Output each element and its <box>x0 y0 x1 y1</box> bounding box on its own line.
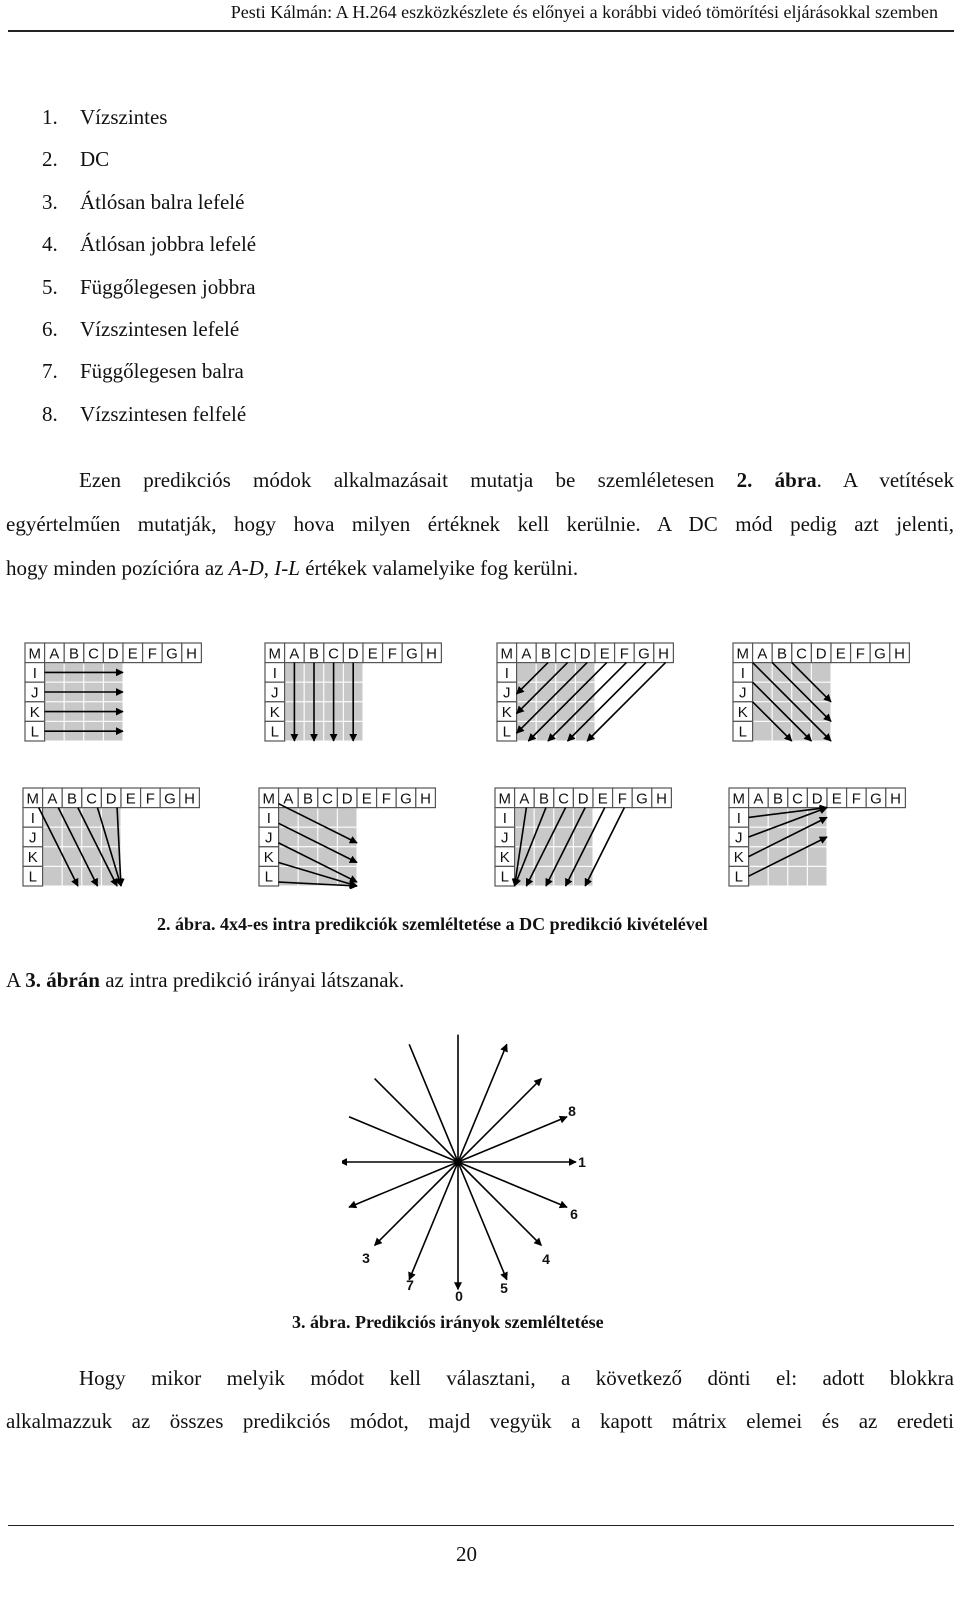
top-label-text: C <box>322 790 334 808</box>
top-label-text: C <box>86 790 98 808</box>
top-label-text: C <box>328 645 340 663</box>
direction-star-svg <box>342 1034 594 1306</box>
side-label-text: I <box>32 664 37 682</box>
list-item: 6. Vízszintesen lefelé <box>42 316 240 341</box>
top-label-text: M <box>498 790 512 808</box>
top-label-text: D <box>577 790 589 808</box>
top-label-text: B <box>776 645 787 663</box>
direction-ray <box>375 1079 458 1162</box>
top-label-text: D <box>105 790 117 808</box>
direction-label: 1 <box>578 1154 586 1170</box>
side-label-text: I <box>272 664 277 682</box>
top-label-text: F <box>855 645 865 663</box>
top-label-text: B <box>66 790 77 808</box>
block-cell <box>749 847 769 867</box>
top-label-text: D <box>815 645 827 663</box>
top-label-text: H <box>658 645 670 663</box>
top-label-text: B <box>68 645 79 663</box>
top-label-text: G <box>874 645 886 663</box>
top-label-text: F <box>381 790 391 808</box>
prediction-grid-2 <box>264 642 444 744</box>
side-label-text: K <box>499 849 510 867</box>
block-cell <box>298 808 318 828</box>
direction-label: 6 <box>570 1206 578 1222</box>
direction-ray <box>458 1079 541 1162</box>
top-label-text: M <box>28 645 42 663</box>
top-label-text: E <box>125 790 136 808</box>
top-label-text: F <box>617 790 627 808</box>
prediction-grid-5 <box>22 787 202 889</box>
top-label-text: B <box>540 645 551 663</box>
side-label-text: K <box>263 849 274 867</box>
side-label-text: K <box>737 704 748 722</box>
block-cell <box>811 663 831 683</box>
block-cell <box>62 866 82 886</box>
block-cell <box>768 866 788 886</box>
list-item: 7. Függőlegesen balra <box>42 359 244 384</box>
side-label-text: I <box>266 809 271 827</box>
side-label-text: J <box>31 684 39 702</box>
top-label-text: H <box>420 790 432 808</box>
prediction-grid-7 <box>494 787 674 889</box>
top-label-text: C <box>558 790 570 808</box>
side-label-text: J <box>29 829 37 847</box>
figure-reference: 2. ábra <box>736 468 817 492</box>
top-label-text: E <box>361 790 372 808</box>
top-label-text: E <box>831 790 842 808</box>
block-cell <box>337 808 357 828</box>
block-cell <box>318 866 338 886</box>
top-label-text: A <box>47 790 58 808</box>
prediction-grid-8 <box>728 787 908 889</box>
top-label-text: G <box>164 790 176 808</box>
top-label-text: H <box>894 645 906 663</box>
figure-reference: 3. ábrán <box>25 968 100 992</box>
top-label-text: A <box>753 790 764 808</box>
top-label-text: F <box>387 645 397 663</box>
block-cell <box>43 866 63 886</box>
top-label-text: B <box>538 790 549 808</box>
top-label-text: D <box>107 645 119 663</box>
paragraph-figure3-intro: A 3. ábrán az intra predikció irányai látszanak. <box>6 968 405 992</box>
side-label-text: J <box>271 684 279 702</box>
top-label-text: A <box>519 790 530 808</box>
side-label-text: L <box>264 868 273 886</box>
block-cell <box>768 827 788 847</box>
top-label-text: M <box>26 790 40 808</box>
top-label-text: M <box>736 645 750 663</box>
direction-label: 4 <box>542 1251 550 1267</box>
list-item: 8. Vízszintesen felfelé <box>42 401 247 426</box>
top-label-text: H <box>656 790 668 808</box>
top-label-text: A <box>521 645 532 663</box>
top-label-text: F <box>851 790 861 808</box>
side-label-text: L <box>500 868 509 886</box>
paragraph-modes-intro: Ezen predikciós módok alkalmazásait mutatja be szemléletesen 2. ábra. A vetítések egyértelműen mutatják, hogy hova milyen értéknek kell kerülnie. A DC mód pedig azt jelenti, hogy minden pozícióra az A-D, I-L értékek valamelyike fog kerülni. <box>6 468 954 580</box>
top-label-text: E <box>127 645 138 663</box>
top-label-text: H <box>184 790 196 808</box>
top-label-text: D <box>347 645 359 663</box>
top-label-text: G <box>636 790 648 808</box>
header-rule <box>8 30 954 32</box>
block-cell <box>43 827 63 847</box>
running-title: Pesti Kálmán: A H.264 eszközkészlete és előnyei a korábbi videó tömörítési eljárásokkal szemben <box>230 2 938 22</box>
block-cell <box>337 847 357 867</box>
prediction-arrow <box>587 663 665 741</box>
paragraph-mode-selection: Hogy mikor melyik módot kell választani, a következő dönti el: adott blokkra alkalmazzuk az összes predikciós módot, majd vegyük a kapott mátrix elemei és az eredeti <box>6 1366 954 1433</box>
block-cell <box>101 847 121 867</box>
block-cell <box>768 847 788 867</box>
block-cell <box>788 847 808 867</box>
top-label-text: G <box>870 790 882 808</box>
side-label-text: K <box>27 849 38 867</box>
center-point <box>455 1159 462 1166</box>
block-cell <box>788 827 808 847</box>
side-label-text: I <box>502 809 507 827</box>
block-cell <box>62 827 82 847</box>
top-label-text: F <box>619 645 629 663</box>
list-item: 5. Függőlegesen jobbra <box>42 274 256 299</box>
figure-3-direction-diagram <box>342 1034 594 1306</box>
top-label-text: C <box>792 790 804 808</box>
side-label-text: I <box>30 809 35 827</box>
block-cell <box>807 866 827 886</box>
side-label-text: L <box>502 723 511 741</box>
top-label-text: A <box>283 790 294 808</box>
top-label-text: A <box>757 645 768 663</box>
block-cell <box>298 847 318 867</box>
top-label-text: G <box>406 645 418 663</box>
prediction-grid-4 <box>732 642 912 744</box>
side-label-text: I <box>504 664 509 682</box>
side-label-text: J <box>501 829 509 847</box>
top-label-text: G <box>166 645 178 663</box>
top-label-text: B <box>302 790 313 808</box>
top-label-text: H <box>890 790 902 808</box>
top-label-text: F <box>147 645 157 663</box>
prediction-grid-3 <box>496 642 676 744</box>
top-label-text: B <box>308 645 319 663</box>
top-label-text: D <box>811 790 823 808</box>
side-label-text: L <box>270 723 279 741</box>
top-label-text: E <box>835 645 846 663</box>
side-label-text: K <box>733 849 744 867</box>
side-label-text: J <box>735 829 743 847</box>
list-item: 4. Átlósan jobbra lefelé <box>42 232 257 257</box>
side-label-text: K <box>29 704 40 722</box>
side-label-text: I <box>740 664 745 682</box>
direction-label: 5 <box>500 1280 508 1296</box>
block-cell <box>82 866 102 886</box>
top-label-text: B <box>772 790 783 808</box>
top-label-text: C <box>796 645 808 663</box>
top-label-text: H <box>186 645 198 663</box>
list-item: 2. DC <box>42 147 110 172</box>
top-label-text: G <box>638 645 650 663</box>
top-label-text: C <box>560 645 572 663</box>
top-label-text: M <box>732 790 746 808</box>
block-cell <box>298 827 318 847</box>
side-label-text: K <box>501 704 512 722</box>
side-label-text: J <box>265 829 273 847</box>
side-label-text: K <box>269 704 280 722</box>
block-cell <box>807 827 827 847</box>
side-label-text: L <box>28 868 37 886</box>
top-label-text: C <box>88 645 100 663</box>
block-cell <box>807 847 827 867</box>
list-item: 1. Vízszintes <box>42 105 168 129</box>
prediction-grid-1 <box>24 642 204 744</box>
direction-label: 7 <box>406 1277 414 1293</box>
list-item: 3. Átlósan balra lefelé <box>42 189 245 214</box>
block-cell <box>768 808 788 828</box>
side-label-text: J <box>503 684 511 702</box>
footer-rule <box>8 1525 954 1526</box>
top-label-text: E <box>599 645 610 663</box>
top-label-text: G <box>400 790 412 808</box>
prediction-grid-6 <box>258 787 438 889</box>
top-label-text: E <box>597 790 608 808</box>
prediction-mode-list <box>42 96 256 435</box>
side-label-text: L <box>30 723 39 741</box>
side-label-text: L <box>734 868 743 886</box>
side-label-text: I <box>736 809 741 827</box>
block-cell <box>788 866 808 886</box>
top-label-text: M <box>268 645 282 663</box>
block-cell <box>517 663 537 683</box>
top-label-text: F <box>145 790 155 808</box>
top-label-text: M <box>500 645 514 663</box>
figure-2-prediction-grids <box>0 630 960 900</box>
side-label-text: L <box>738 723 747 741</box>
block-cell <box>749 866 769 886</box>
direction-label: 8 <box>568 1103 576 1119</box>
block-cell <box>337 827 357 847</box>
running-header <box>0 0 960 30</box>
top-label-text: D <box>579 645 591 663</box>
block-cell <box>82 827 102 847</box>
direction-label: 3 <box>362 1250 370 1266</box>
top-label-text: A <box>289 645 300 663</box>
top-label-text: E <box>367 645 378 663</box>
side-label-text: J <box>739 684 747 702</box>
direction-ray <box>458 1162 541 1245</box>
top-label-text: A <box>49 645 60 663</box>
block-cell <box>753 721 773 741</box>
top-label-text: M <box>262 790 276 808</box>
direction-label: 0 <box>455 1288 463 1304</box>
top-label-text: D <box>341 790 353 808</box>
top-label-text: H <box>426 645 438 663</box>
direction-ray <box>375 1162 458 1245</box>
